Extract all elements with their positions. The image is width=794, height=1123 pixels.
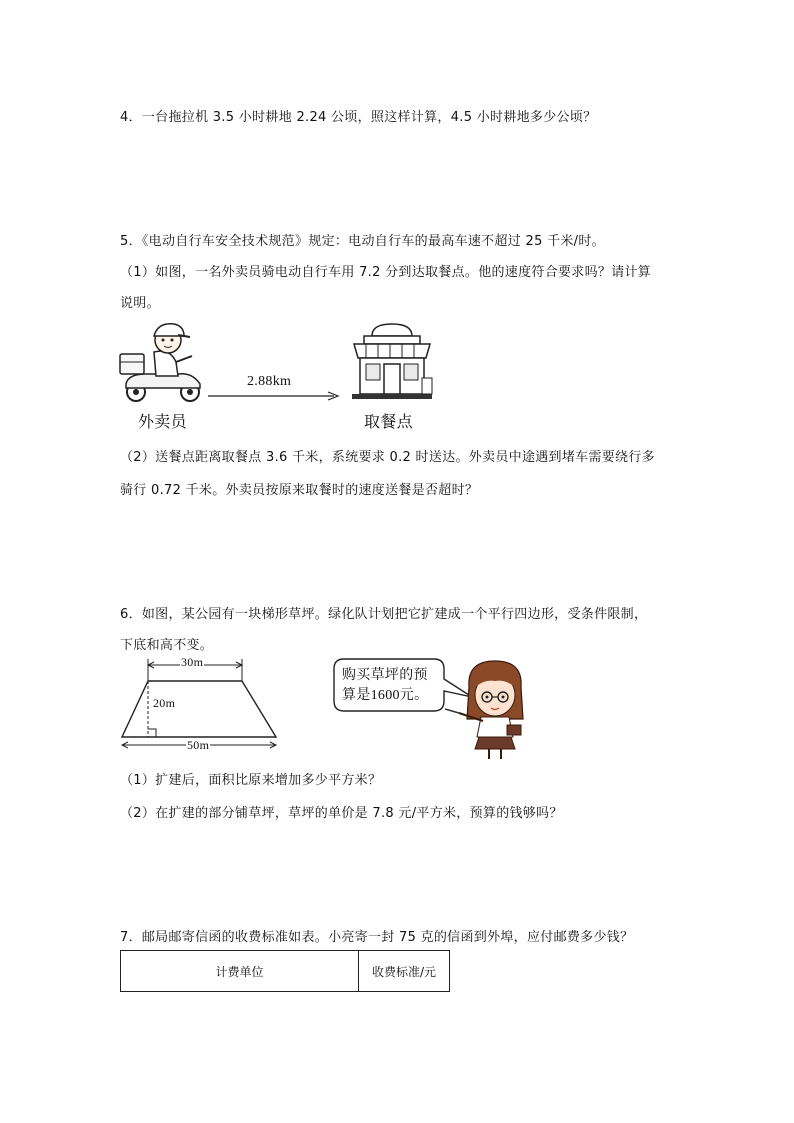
question-6-stem-line1: 6．如图，某公园有一块梯形草坪。绿化队计划把它扩建成一个平行四边形，受条件限制， bbox=[120, 607, 648, 622]
bubble-text-line2: 算是1600元。 bbox=[342, 688, 429, 703]
distance-label: 2.88km bbox=[247, 374, 292, 389]
table-header-row bbox=[121, 951, 450, 992]
rider-label: 外卖员 bbox=[138, 414, 187, 431]
shop-label: 取餐点 bbox=[364, 414, 413, 431]
question-5-part2-line1: （2）送餐点距离取餐点 3.6 千米，系统要求 0.2 时送达。外卖员中途遇到堵车需要绕行多 bbox=[120, 450, 655, 465]
question-6-part2: （2）在扩建的部分铺草坪，草坪的单价是 7.8 元/平方米，预算的钱够吗？ bbox=[120, 806, 563, 821]
question-4-text: 4．一台拖拉机 3.5 小时耕地 2.24 公顷，照这样计算，4.5 小时耕地多少公顷？ bbox=[120, 110, 597, 125]
top-base-label: 30m bbox=[181, 655, 204, 669]
height-label: 20m bbox=[153, 696, 176, 710]
question-6-part1: （1）扩建后，面积比原来增加多少平方米？ bbox=[120, 773, 382, 788]
distance-arrow bbox=[208, 390, 340, 402]
question-5-part2-line2: 骑行 0.72 千米。外卖员按原来取餐时的速度送餐是否超时？ bbox=[120, 483, 479, 498]
question-7-stem: 7．邮局邮寄信函的收费标准如表。小亮寄一封 75 克的信函到外埠，应付邮费多少钱？ bbox=[120, 930, 634, 945]
question-5-part1-line1: （1）如图，一名外卖员骑电动自行车用 7.2 分到达取餐点。他的速度符合要求吗？请计算 bbox=[120, 265, 652, 280]
header-fee-standard: 收费标准/元 bbox=[359, 951, 450, 992]
delivery-rider-illustration bbox=[118, 322, 208, 404]
question-6-stem-line2: 下底和高不变。 bbox=[120, 638, 214, 653]
question-5-part1-line2: 说明。 bbox=[120, 296, 160, 311]
bottom-base-label: 50m bbox=[187, 738, 210, 752]
teacher-girl-illustration bbox=[455, 657, 535, 761]
postage-fee-table bbox=[120, 950, 450, 992]
restaurant-shop-icon bbox=[348, 322, 436, 400]
bubble-text-line1: 购买草坪的预 bbox=[342, 668, 428, 683]
header-billing-unit: 计费单位 bbox=[121, 951, 359, 992]
question-5-stem: 5．《电动自行车安全技术规范》规定：电动自行车的最高车速不超过 25 千米/时。 bbox=[120, 234, 605, 249]
